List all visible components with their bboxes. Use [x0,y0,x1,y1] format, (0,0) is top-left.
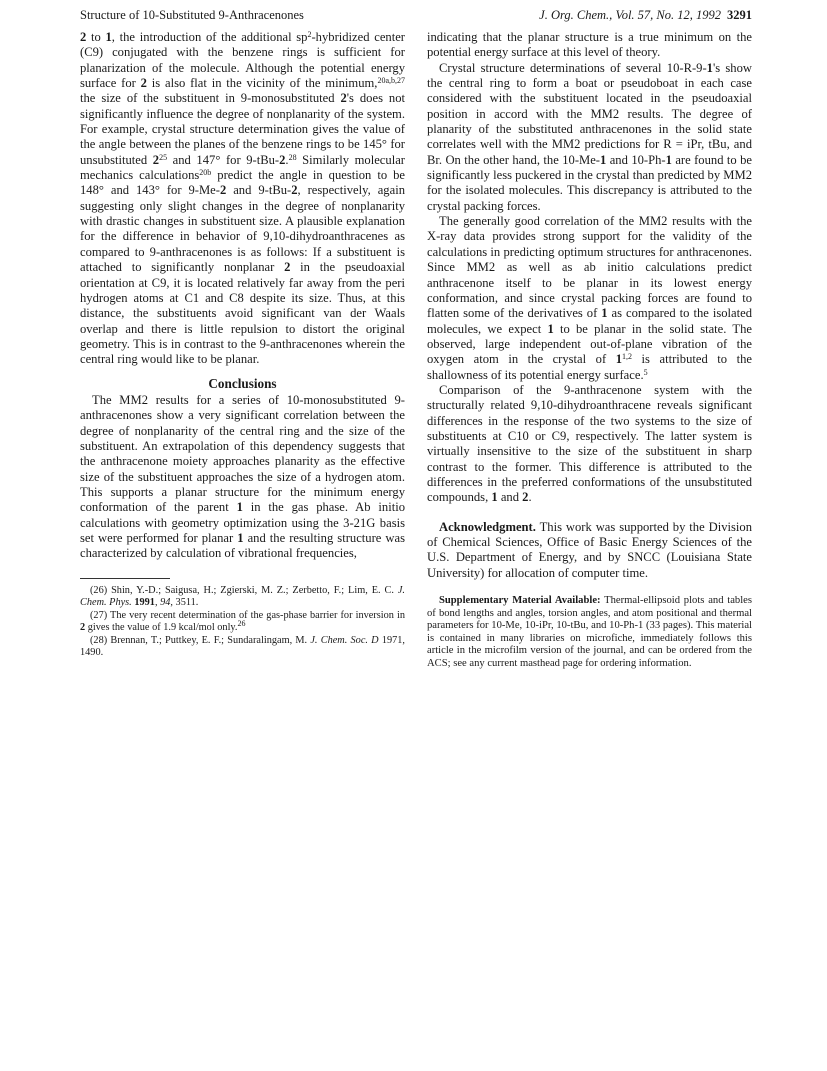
section-heading-conclusions: Conclusions [208,375,277,391]
paragraph: indicating that the planar structure is a true minimum on the potential energy surface at this level of theory. [427,30,752,60]
footnote-26: (26) Shin, Y.-D.; Saigusa, H.; Zgierski, M. Z.; Zerbetto, F.; Lim, E. C. J. Chem. Phys. 1991, 94, 3511. [80,584,405,609]
paragraph: Comparison of the 9-anthracenone system with the structurally related 9,10-dihydroanthracene reveals significant differences in the response of the two systems to the size of substituents at C10 or C9, respectively. The latter system is virtually insensitive to the size of the substituent in sharp contrast to the former. This difference is attributed to the differences in the preferred conformations of the unsubstituted compounds, 1 and 2. [427,382,752,505]
volume-info: Vol. 57, No. 12, 1992 [615,8,721,22]
page-number: 3291 [727,8,752,22]
acknowledgment-heading: Acknowledgment. [439,519,536,534]
paragraph: The generally good correlation of the MM2 results with the X-ray data provides strong support for the validity of the calculations in predicting optimum structures for anthracenones. Since MM2 as well as ab initio calculations predict anthracenone itself to be planar in its lowest energy conformation, and since crystal packing forces are found to flatten some of the derivatives of 1 as compared to the isolated molecules, we expect 1 to be planar in the solid state. The observed, large independent out-of-plane vibration of the oxygen atom in the crystal of 1$^{1,2}$ is attributed to the shallowness of its potential energy surface.$^5$ [427,214,753,382]
journal-name: J. Org. Chem., [539,8,613,22]
paragraph: The MM2 results for a series of 10-monosubstituted 9-anthracenones show a very significant correlation between the degree of nonplanarity of the central ring and the size of the substituent. An extrapolation of this dependency suggests that the anthracenone moiety approaches planarity as the effective size of the substituent approaches the size of a hydrogen atom. This supports a planar structure for the minimum energy conformation of the parent 1 in the gas phase. Ab initio calculations with geometry optimization using the 3-21G basis set were performed for planar 1 and the resulting structure was characterized by calculation of vibrational frequencies, [80,392,405,561]
paragraph: 2 to 1, the introduction of the additional $sp^2$-hybridized center (C9) conjugated with the benzene rings is sufficient for planarization of the molecule. Although the potential energy surface for 2 is also flat in the vicinity of the minimum,$^{20a,b,27}$ the size of the substituent in 9-monosubstituted 2's does not significantly influence the degree of nonplanarity of the system. For example, crystal structure determination gives the value of the angle between the planes of the benzene rings to be 145° for unsubstituted $2^{25}$ and 147° for 9-tBu-2.28 Similarly molecular mechanics calculations$^{20b}$ predict the angle in question to be 148° and 143° for 9-Me-2 and 9-tBu-2, respectively, again suggesting only slight changes in the degree of nonplanarity with drastic changes in substituent size. A plausible explanation for the difference in behavior of 9,10-dihydroanthracenes as compared to 9-anthracenones is as follows: If a substituent is attached to significantly nonplanar 2 in the pseudoaxial orientation at C9, it is located relatively far away from the peri hydrogen atoms at C1 and C8 despite its size. Thus, at this distance, the substituents avoid significant van der Waals overlap and there is little repulsion to distort the original geometry. This is in contrast to the 9-anthracenones wherein the central ring would like to be planar. [80,30,405,367]
running-header [80,8,752,26]
supplementary-material: Supplementary Material Available: Thermal-ellipsoid plots and tables of bond lengths and angles, torsion angles, and atom positional and thermal parameters for 10-Me, 10-iPr, 10-tBu, and 10-Ph-1 (33 pages). This material is contained in many libraries on microfiche, immediately follows this article in the microfilm version of the journal, and can be ordered from the ACS; see any current masthead page for ordering information. [427,595,752,669]
journal-citation [539,8,752,23]
left-column [80,30,405,660]
footnote-27: (27) The very recent determination of the gas-phase barrier for inversion in 2 gives the value of 1.9 kcal/mol only.$^{26}$ [80,609,405,634]
running-title: Structure of 10-Substituted 9-Anthracenones [80,8,304,22]
acknowledgment: Acknowledgment. This work was supported by the Division of Chemical Sciences, Office of Basic Energy Sciences of the U.S. Department of Energy, and by SNCC (Louisiana State University) for allocation of computer time. [427,519,752,580]
right-column [427,30,752,671]
footnote-divider [80,578,170,579]
supplementary-heading: Supplementary Material Available: [439,595,601,607]
paragraph: Crystal structure determinations of several 10-R-9-1's show the central ring to form a boat or pseudoboat in each case considered with the substituent located in the pseudoaxial position in accord with the MM2 results. The degree of planarity of the substituted anthracenones in the solid state correlates well with the MM2 predictions for R = iPr, tBu, and Br. On the other hand, the 10-Me-1 and 10-Ph-1 are found to be significantly less puckered in the crystal than predicted by MM2 for the isolated molecules. This discrepancy is attributed to the crystal packing forces. [427,60,753,213]
footnote-28: (28) Brennan, T.; Puttkey, E. F.; Sundaralingam, M. J. Chem. Soc. D 1971, 1490. [80,634,406,659]
